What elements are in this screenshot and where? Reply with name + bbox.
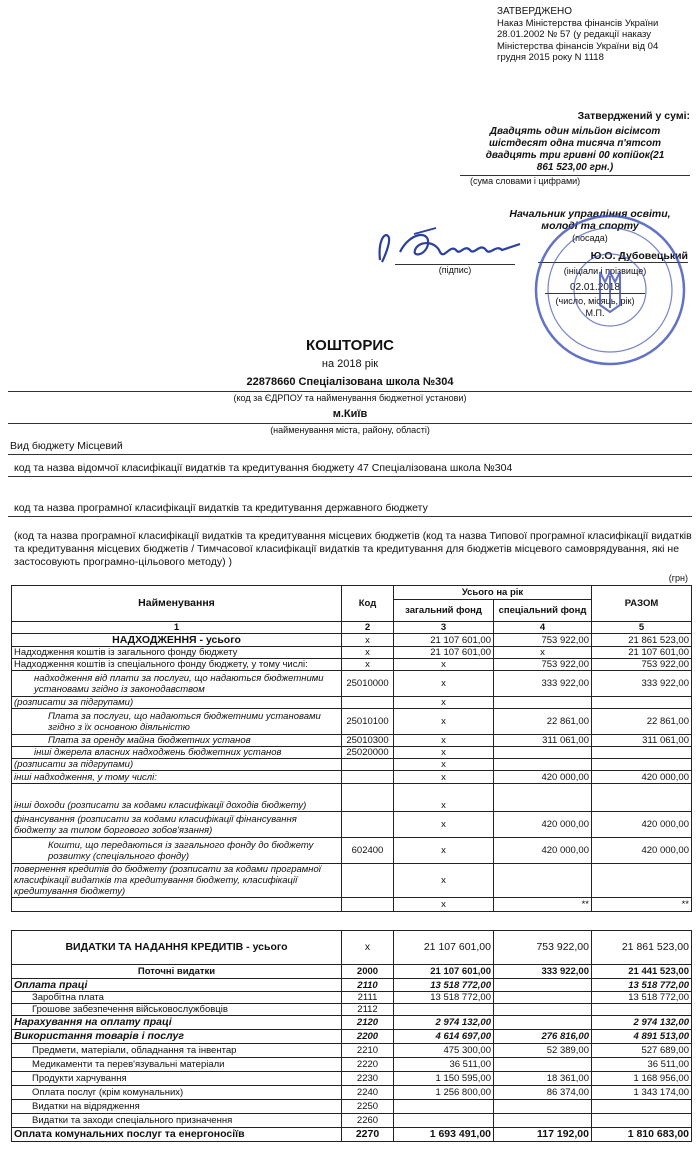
row-total: [592, 864, 692, 898]
divider: [8, 391, 692, 392]
row-total: 420 000,00: [592, 838, 692, 864]
table-row: [12, 1128, 692, 1142]
approved-sum-words: [460, 126, 690, 174]
row-name: Плата за оренду майна бюджетних установ: [12, 735, 342, 747]
sum-words-line: Двадцять один мільйон вісімсот: [489, 126, 661, 137]
row-code: [342, 771, 394, 784]
row-code: 25020000: [342, 747, 394, 759]
name-caption: (ініціали і прізвище): [563, 266, 647, 276]
date-caption: (число, місяць, рік): [555, 296, 635, 306]
table-row: [12, 771, 692, 784]
row-total: 420 000,00: [592, 812, 692, 838]
row-name: інші джерела власних надходжень бюджетних установ: [12, 747, 342, 759]
col-number: 2: [342, 622, 394, 634]
table-row: [12, 709, 692, 735]
local-program-classification: (код та назва програмної класифікації видатків та кредитування місцевих бюджетів (код та назва Типової програмної класифікації видатків та кредитування місцевих бюджетів / Тимчасової класифікації видатків та кредитування для бюджетів місцевого самоврядування, які не застосовують програмно-цільового методу) ): [14, 530, 692, 568]
row-special-fund: 420 000,00: [494, 771, 592, 784]
table-row: [12, 747, 692, 759]
row-name: Оплата послуг (крім комунальних): [12, 1086, 342, 1100]
table-row: [12, 838, 692, 864]
row-special-fund: 52 389,00: [494, 1044, 592, 1058]
row-general-fund: х: [394, 784, 494, 812]
approval-order-line: 28.01.2002 № 57 (у редакції наказу: [497, 29, 652, 40]
approval-order-line: Міністерства фінансів України від 04: [497, 40, 659, 52]
table-row: [12, 965, 692, 979]
row-special-fund: 753 922,00: [494, 634, 592, 647]
divider: [8, 516, 692, 517]
table-row: [12, 1044, 692, 1058]
row-total: 21 441 523,00: [592, 965, 692, 979]
table-row: [12, 671, 692, 697]
row-total: 1 810 683,00: [592, 1128, 692, 1142]
row-special-fund: [494, 697, 592, 709]
row-special-fund: [494, 784, 592, 812]
row-general-fund: 2 974 132,00: [394, 1016, 494, 1030]
row-special-fund: 18 361,00: [494, 1072, 592, 1086]
table-row: [12, 759, 692, 771]
row-name: НАДХОДЖЕННЯ - усього: [12, 634, 342, 647]
row-general-fund: х: [394, 735, 494, 747]
row-total: **: [592, 898, 692, 912]
row-name: Надходження коштів із загального фонду бюджету: [12, 647, 342, 659]
table-row: [12, 898, 692, 912]
row-general-fund: х: [394, 709, 494, 735]
row-total: 311 061,00: [592, 735, 692, 747]
row-total: 1 168 956,00: [592, 1072, 692, 1086]
col-number: 1: [12, 622, 342, 634]
table-row: [12, 1114, 692, 1128]
row-special-fund: 276 816,00: [494, 1030, 592, 1044]
row-name: Грошове забезпечення військовослужбовців: [12, 1004, 342, 1016]
row-code: [342, 784, 394, 812]
budget-type: Вид бюджету Місцевий: [10, 440, 123, 452]
signature-caption: (підпис): [395, 264, 515, 275]
row-code: 2210: [342, 1044, 394, 1058]
row-general-fund: 13 518 772,00: [394, 992, 494, 1004]
row-special-fund: 333 922,00: [494, 965, 592, 979]
table-row: [12, 1016, 692, 1030]
row-general-fund: х: [394, 864, 494, 898]
table-row: [12, 634, 692, 647]
divider: [8, 423, 692, 424]
row-general-fund: х: [394, 659, 494, 671]
row-special-fund: [494, 747, 592, 759]
col-header-total-year: Усього на рік: [394, 586, 592, 600]
table-row: [12, 1004, 692, 1016]
row-name: надходження від плати за послуги, що надаються бюджетними установами згідно із законодавством: [12, 671, 342, 697]
row-general-fund: 1 256 800,00: [394, 1086, 494, 1100]
row-name: Надходження коштів із спеціального фонду бюджету, у тому числі:: [12, 659, 342, 671]
table-row: [12, 931, 692, 965]
row-code: [342, 697, 394, 709]
row-name: Продукти харчування: [12, 1072, 342, 1086]
sum-words-line: шістдесят одна тисяча п'ятсот: [489, 138, 661, 149]
position-line: молоді та спорту: [541, 220, 639, 232]
row-general-fund: 1 693 491,00: [394, 1128, 494, 1142]
row-code: 2120: [342, 1016, 394, 1030]
table-row: [12, 659, 692, 671]
row-total: [592, 759, 692, 771]
row-code: 25010300: [342, 735, 394, 747]
row-special-fund: [494, 979, 592, 992]
row-total: 420 000,00: [592, 771, 692, 784]
row-special-fund: 420 000,00: [494, 812, 592, 838]
approval-order-line: Наказ Міністерства фінансів України: [497, 17, 659, 29]
row-general-fund: 475 300,00: [394, 1044, 494, 1058]
row-special-fund: 753 922,00: [494, 931, 592, 965]
approver-name: Ю.О. Дубовецький: [538, 250, 688, 263]
row-total: 1 343 174,00: [592, 1086, 692, 1100]
seal-caption: М.П.: [585, 308, 605, 318]
row-name: повернення кредитів до бюджету (розписати за кодами програмної класифікації видатків та кредитування бюджету, класифікації кредитування бюджету): [12, 864, 342, 898]
table-row: [12, 1100, 692, 1114]
row-special-fund: 753 922,00: [494, 659, 592, 671]
approval-date: 02.01.2018: [545, 282, 645, 294]
row-special-fund: 333 922,00: [494, 671, 592, 697]
row-name: (розписати за підгрупами): [12, 759, 342, 771]
approved-sum-block: [460, 110, 690, 186]
row-total: [592, 1100, 692, 1114]
approved-sum-caption: (сума словами і цифрами): [460, 175, 690, 186]
row-special-fund: 420 000,00: [494, 838, 592, 864]
row-special-fund: [494, 1058, 592, 1072]
program-classification: код та назва програмної класифікації видатків та кредитування державного бюджету: [14, 502, 428, 514]
row-code: 2112: [342, 1004, 394, 1016]
col-header-special: спеціальний фонд: [494, 600, 592, 622]
row-total: [592, 1004, 692, 1016]
row-total: 36 511,00: [592, 1058, 692, 1072]
row-total: 753 922,00: [592, 659, 692, 671]
divider: [8, 454, 692, 455]
row-name: Оплата праці: [12, 979, 342, 992]
row-name: ВИДАТКИ ТА НАДАННЯ КРЕДИТІВ - усього: [12, 931, 342, 965]
row-total: 333 922,00: [592, 671, 692, 697]
row-general-fund: 21 107 601,00: [394, 647, 494, 659]
row-name: Нарахування на оплату праці: [12, 1016, 342, 1030]
row-general-fund: х: [394, 898, 494, 912]
row-general-fund: [394, 1114, 494, 1128]
row-special-fund: [494, 759, 592, 771]
position-line: Начальник управління освіти,: [509, 208, 671, 220]
row-code: 2110: [342, 979, 394, 992]
department-classification: код та назва відомчої класифікації видатків та кредитування бюджету 47 Спеціалізована школа №304: [14, 462, 513, 474]
row-name: фінансування (розписати за кодами класифікації фінансування бюджету за типом боргового зобов'язання): [12, 812, 342, 838]
row-special-fund: [494, 1114, 592, 1128]
row-total: [592, 1114, 692, 1128]
row-special-fund: 86 374,00: [494, 1086, 592, 1100]
row-name: [12, 898, 342, 912]
row-name: Медикаменти та перев'язувальні матеріали: [12, 1058, 342, 1072]
col-number: 5: [592, 622, 692, 634]
row-general-fund: 21 107 601,00: [394, 634, 494, 647]
col-number: 4: [494, 622, 592, 634]
row-general-fund: 13 518 772,00: [394, 979, 494, 992]
row-code: [342, 864, 394, 898]
table-row: [12, 784, 692, 812]
row-special-fund: [494, 864, 592, 898]
row-code: 25010100: [342, 709, 394, 735]
table-row: [12, 1072, 692, 1086]
row-general-fund: х: [394, 697, 494, 709]
row-name: Видатки на відрядження: [12, 1100, 342, 1114]
table-row: [12, 735, 692, 747]
row-general-fund: [394, 1004, 494, 1016]
row-special-fund: 311 061,00: [494, 735, 592, 747]
row-name: Поточні видатки: [12, 965, 342, 979]
table-row: [12, 992, 692, 1004]
row-code: 2240: [342, 1086, 394, 1100]
row-general-fund: х: [394, 671, 494, 697]
row-general-fund: х: [394, 838, 494, 864]
col-header-name: Найменування: [12, 586, 342, 622]
row-general-fund: 21 107 601,00: [394, 931, 494, 965]
row-total: 13 518 772,00: [592, 992, 692, 1004]
row-total: 21 861 523,00: [592, 931, 692, 965]
row-general-fund: [394, 1100, 494, 1114]
row-special-fund: [494, 1004, 592, 1016]
table-row: [12, 979, 692, 992]
table-row: [12, 812, 692, 838]
table-row: [12, 647, 692, 659]
row-general-fund: 1 150 595,00: [394, 1072, 494, 1086]
income-table: [11, 585, 692, 912]
row-special-fund: х: [494, 647, 592, 659]
row-special-fund: **: [494, 898, 592, 912]
row-code: 2200: [342, 1030, 394, 1044]
row-code: [342, 759, 394, 771]
sum-words-line: двадцять три гривні 00 копійок(21: [485, 150, 665, 161]
row-general-fund: 21 107 601,00: [394, 965, 494, 979]
approved-sum-title: Затверджений у сумі:: [577, 110, 690, 122]
row-total: 21 861 523,00: [592, 634, 692, 647]
col-header-code: Код: [342, 586, 394, 622]
document-title: КОШТОРИС: [306, 337, 394, 354]
institution-name: 22878660 Спеціалізована школа №304: [246, 376, 454, 388]
row-special-fund: [494, 992, 592, 1004]
table-row: [12, 864, 692, 898]
row-name: Кошти, що передаються із загального фонду до бюджету розвитку (спеціального фонду): [12, 838, 342, 864]
position-caption: (посада): [572, 233, 608, 243]
row-name: (розписати за підгрупами): [12, 697, 342, 709]
row-special-fund: [494, 1100, 592, 1114]
table-row: [12, 1058, 692, 1072]
row-name: інші доходи (розписати за кодами класифікації доходів бюджету): [12, 784, 342, 812]
col-number: 3: [394, 622, 494, 634]
sum-words-line: 861 523,00 грн.): [536, 162, 614, 173]
approval-order-line: грудня 2015 року N 1118: [497, 52, 604, 63]
row-name: інші надходження, у тому числі:: [12, 771, 342, 784]
row-total: [592, 784, 692, 812]
row-general-fund: х: [394, 747, 494, 759]
row-name: Використання товарів і послуг: [12, 1030, 342, 1044]
row-total: 4 891 513,00: [592, 1030, 692, 1044]
row-code: 2270: [342, 1128, 394, 1142]
row-code: 602400: [342, 838, 394, 864]
row-code: 2230: [342, 1072, 394, 1086]
row-total: 22 861,00: [592, 709, 692, 735]
row-code: 2260: [342, 1114, 394, 1128]
table-row: [12, 1086, 692, 1100]
row-general-fund: х: [394, 759, 494, 771]
row-name: Оплата комунальних послуг та енергоносіїв: [12, 1128, 342, 1142]
row-code: [342, 812, 394, 838]
row-general-fund: х: [394, 771, 494, 784]
row-total: 13 518 772,00: [592, 979, 692, 992]
row-name: Плата за послуги, що надаються бюджетними установами згідно з їх основною діяльністю: [12, 709, 342, 735]
row-total: [592, 697, 692, 709]
row-special-fund: [494, 1016, 592, 1030]
row-total: [592, 747, 692, 759]
institution-caption: (код за ЄДРПОУ та найменування бюджетної установи): [233, 393, 467, 403]
row-special-fund: 22 861,00: [494, 709, 592, 735]
approval-header: ЗАТВЕРДЖЕНО: [497, 6, 573, 17]
divider: [8, 476, 692, 477]
row-code: 25010000: [342, 671, 394, 697]
row-code: 2220: [342, 1058, 394, 1072]
row-name: Предмети, матеріали, обладнання та інвентар: [12, 1044, 342, 1058]
col-header-general: загальний фонд: [394, 600, 494, 622]
row-name: Заробітна плата: [12, 992, 342, 1004]
row-code: [342, 898, 394, 912]
row-general-fund: 4 614 697,00: [394, 1030, 494, 1044]
table-row: [12, 697, 692, 709]
row-total: 2 974 132,00: [592, 1016, 692, 1030]
col-header-total: РАЗОМ: [592, 586, 692, 622]
row-total: 21 107 601,00: [592, 647, 692, 659]
row-code: 2250: [342, 1100, 394, 1114]
row-code: 2000: [342, 965, 394, 979]
row-name: Видатки та заходи спеціального призначення: [12, 1114, 342, 1128]
row-code: х: [342, 634, 394, 647]
currency-unit: (грн): [668, 573, 688, 583]
row-general-fund: х: [394, 812, 494, 838]
expense-table: [11, 930, 692, 1142]
row-special-fund: 117 192,00: [494, 1128, 592, 1142]
row-code: х: [342, 647, 394, 659]
row-code: х: [342, 931, 394, 965]
document-year: на 2018 рік: [321, 358, 379, 370]
row-total: 527 689,00: [592, 1044, 692, 1058]
city-caption: (найменування міста, району, області): [270, 425, 430, 435]
row-code: х: [342, 659, 394, 671]
row-code: 2111: [342, 992, 394, 1004]
approval-stamp-block: [497, 6, 697, 64]
row-general-fund: 36 511,00: [394, 1058, 494, 1072]
city-name: м.Київ: [332, 408, 368, 420]
table-row: [12, 1030, 692, 1044]
